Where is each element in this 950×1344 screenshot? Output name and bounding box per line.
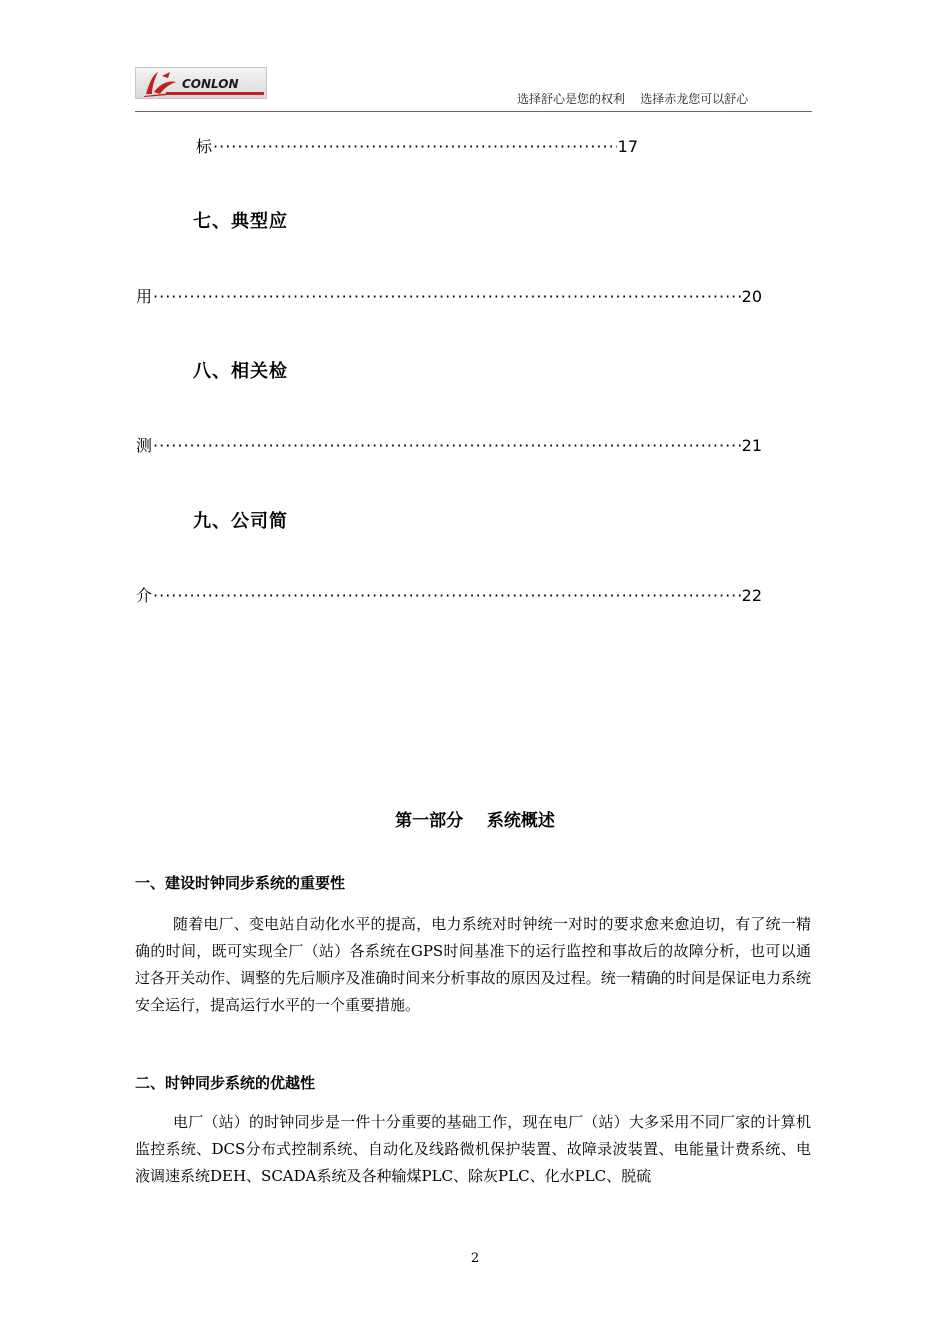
- section-heading: 一、建设时钟同步系统的重要性: [135, 874, 346, 892]
- toc-entry-text: 用: [136, 287, 153, 306]
- toc-leader-dots: [213, 137, 617, 156]
- header-slogan: 选择舒心是您的权利 选择赤龙您可以舒心: [517, 92, 749, 106]
- toc-heading: 八、相关检: [193, 361, 288, 382]
- toc-leader-dots: [153, 287, 741, 306]
- toc-page-number: 20: [741, 287, 762, 306]
- toc-page-number: 22: [741, 586, 762, 605]
- toc-entry: [136, 583, 762, 606]
- toc-entry-text: 介: [136, 586, 153, 605]
- toc-entry-text: 标: [196, 137, 213, 156]
- logo-underline: [166, 92, 264, 95]
- section-paragraph: 电厂（站）的时钟同步是一件十分重要的基础工作，现在电厂（站）大多采用不同厂家的计算机监控系统、DCS分布式控制系统、自动化及线路微机保护装置、故障录波装置、电能量计费系统、电液调速系统DEH、SCADA系统及各种输煤PLC、除灰PLC、化水PLC、脱硫: [135, 1113, 811, 1185]
- header-divider: [135, 111, 812, 112]
- toc-heading: 七、典型应: [193, 211, 288, 232]
- part-title: 第一部分 系统概述: [395, 811, 555, 831]
- logo-brand-text: CONLON: [182, 77, 239, 91]
- toc-entry: [136, 284, 762, 307]
- section-paragraph: 随着电厂、变电站自动化水平的提高，电力系统对时钟统一对时的要求愈来愈迫切，有了统一精确的时间，既可实现全厂（站）各系统在GPS时间基准下的运行监控和事故后的故障分析，也可以通过各开关动作、调整的先后顺序及准确时间来分析事故的原因及过程。统一精确的时间是保证电力系统安全运行，提高运行水平的一个重要措施。: [135, 915, 811, 1014]
- company-logo: [135, 67, 267, 99]
- toc-page-number: 17: [617, 137, 638, 156]
- toc-leader-dots: [153, 586, 741, 605]
- page-number: 2: [470, 1251, 480, 1266]
- toc-heading: 九、公司简: [193, 511, 288, 532]
- toc-leader-dots: [153, 436, 741, 455]
- toc-entry: [196, 134, 638, 157]
- toc-entry: [136, 433, 762, 456]
- toc-page-number: 21: [741, 436, 762, 455]
- toc-entry-text: 测: [136, 436, 153, 455]
- section-heading: 二、时钟同步系统的优越性: [135, 1074, 316, 1092]
